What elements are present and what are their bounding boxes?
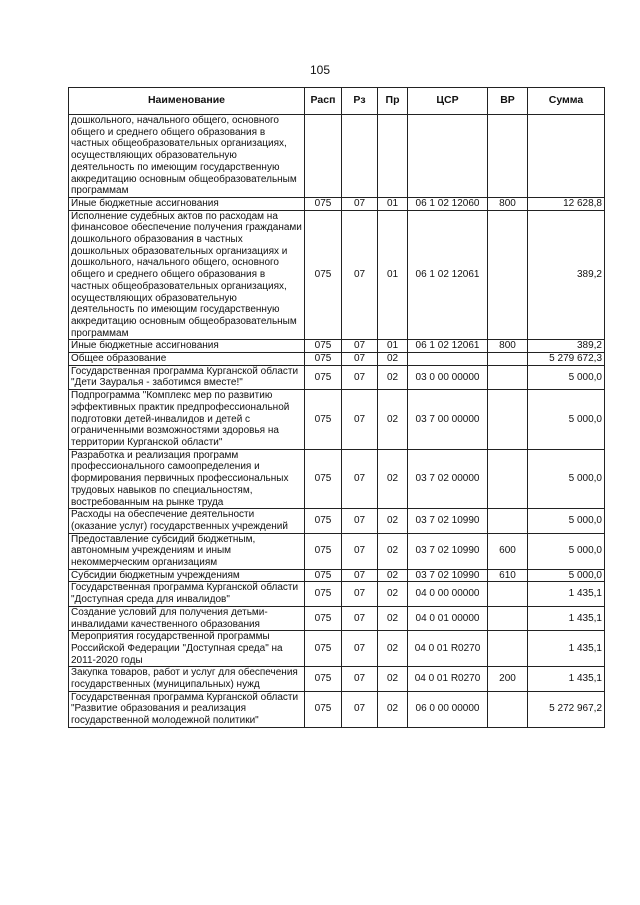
cell-pr: 02 xyxy=(378,691,408,727)
cell-sum: 5 000,0 xyxy=(528,533,605,569)
cell-csr: 04 0 01 R0270 xyxy=(408,631,488,667)
cell-rz: 07 xyxy=(342,582,378,606)
cell-rasp xyxy=(305,115,342,198)
cell-pr: 02 xyxy=(378,509,408,533)
table-row xyxy=(69,631,605,667)
cell-name: Государственная программа Курганской области "Дети Зауралья - заботимся вместе!" xyxy=(69,365,305,389)
cell-sum: 5 000,0 xyxy=(528,509,605,533)
cell-sum: 5 272 967,2 xyxy=(528,691,605,727)
cell-rz: 07 xyxy=(342,691,378,727)
table-row xyxy=(69,353,605,366)
cell-name: Подпрограмма "Комплекс мер по развитию эффективных практик предпрофессиональной подготовки детей-инвалидов и детей с ограниченными возможностями здоровья на территории Курганской области" xyxy=(69,390,305,450)
cell-rasp: 075 xyxy=(305,353,342,366)
cell-sum: 5 000,0 xyxy=(528,569,605,582)
cell-rz: 07 xyxy=(342,509,378,533)
cell-sum: 1 435,1 xyxy=(528,667,605,691)
table-row xyxy=(69,509,605,533)
cell-csr xyxy=(408,115,488,198)
cell-rasp: 075 xyxy=(305,606,342,630)
cell-csr: 06 1 02 12061 xyxy=(408,340,488,353)
cell-pr: 02 xyxy=(378,390,408,450)
cell-rasp: 075 xyxy=(305,667,342,691)
cell-pr: 02 xyxy=(378,569,408,582)
table-row xyxy=(69,340,605,353)
cell-csr xyxy=(408,353,488,366)
cell-pr xyxy=(378,115,408,198)
cell-name: Предоставление субсидий бюджетным, автономным учреждениям и иным некоммерческим организациям xyxy=(69,533,305,569)
cell-vr xyxy=(488,582,528,606)
cell-rasp: 075 xyxy=(305,210,342,340)
cell-name: Расходы на обеспечение деятельности (оказание услуг) государственных учреждений xyxy=(69,509,305,533)
cell-pr: 02 xyxy=(378,449,408,509)
cell-csr: 03 0 00 00000 xyxy=(408,365,488,389)
cell-rz: 07 xyxy=(342,449,378,509)
cell-name: Разработка и реализация программ профессионального самоопределения и формирования первичных профессиональных трудовых навыков по специальностям, востребованным на рынке труда xyxy=(69,449,305,509)
cell-rz: 07 xyxy=(342,210,378,340)
cell-rz: 07 xyxy=(342,606,378,630)
cell-sum: 1 435,1 xyxy=(528,582,605,606)
cell-csr: 03 7 02 00000 xyxy=(408,449,488,509)
cell-pr: 01 xyxy=(378,340,408,353)
cell-vr xyxy=(488,115,528,198)
cell-csr: 06 1 02 12060 xyxy=(408,197,488,210)
cell-sum: 5 279 672,3 xyxy=(528,353,605,366)
table-row xyxy=(69,197,605,210)
cell-name: Мероприятия государственной программы Российской Федерации "Доступная среда" на 2011-2020 годы xyxy=(69,631,305,667)
table-row xyxy=(69,390,605,450)
cell-sum xyxy=(528,115,605,198)
cell-rasp: 075 xyxy=(305,365,342,389)
table-row xyxy=(69,210,605,340)
table-row xyxy=(69,582,605,606)
header-name: Наименование xyxy=(69,88,305,115)
cell-vr xyxy=(488,210,528,340)
cell-name: Иные бюджетные ассигнования xyxy=(69,340,305,353)
cell-rasp: 075 xyxy=(305,449,342,509)
cell-vr xyxy=(488,449,528,509)
header-rasp: Расп xyxy=(305,88,342,115)
cell-csr: 06 0 00 00000 xyxy=(408,691,488,727)
header-vr: ВР xyxy=(488,88,528,115)
cell-vr xyxy=(488,631,528,667)
cell-sum: 5 000,0 xyxy=(528,449,605,509)
cell-rasp: 075 xyxy=(305,509,342,533)
cell-vr xyxy=(488,365,528,389)
cell-name: Государственная программа Курганской области "Доступная среда для инвалидов" xyxy=(69,582,305,606)
table-header-row xyxy=(69,88,605,115)
table-row xyxy=(69,606,605,630)
header-csr: ЦСР xyxy=(408,88,488,115)
cell-name: Иные бюджетные ассигнования xyxy=(69,197,305,210)
table-row xyxy=(69,115,605,198)
cell-vr xyxy=(488,353,528,366)
cell-rz: 07 xyxy=(342,197,378,210)
cell-vr: 610 xyxy=(488,569,528,582)
cell-sum: 5 000,0 xyxy=(528,365,605,389)
cell-csr: 04 0 01 00000 xyxy=(408,606,488,630)
cell-rz: 07 xyxy=(342,667,378,691)
cell-csr: 03 7 02 10990 xyxy=(408,509,488,533)
cell-pr: 02 xyxy=(378,365,408,389)
table-row xyxy=(69,667,605,691)
header-pr: Пр xyxy=(378,88,408,115)
cell-name: Общее образование xyxy=(69,353,305,366)
header-sum: Сумма xyxy=(528,88,605,115)
cell-pr: 02 xyxy=(378,353,408,366)
cell-rasp: 075 xyxy=(305,533,342,569)
budget-table xyxy=(68,87,605,728)
cell-vr: 800 xyxy=(488,340,528,353)
cell-pr: 02 xyxy=(378,582,408,606)
cell-pr: 02 xyxy=(378,667,408,691)
cell-vr xyxy=(488,691,528,727)
cell-name: дошкольного, начального общего, основного общего и среднего общего образования в частных общеобразовательных организациях, осуществляющих образовательную деятельность по имеющим государственную аккредитацию основным общеобразовательным программам xyxy=(69,115,305,198)
cell-rz: 07 xyxy=(342,533,378,569)
table-row xyxy=(69,691,605,727)
cell-vr xyxy=(488,390,528,450)
cell-vr: 600 xyxy=(488,533,528,569)
cell-rz: 07 xyxy=(342,569,378,582)
cell-rasp: 075 xyxy=(305,691,342,727)
cell-pr: 01 xyxy=(378,210,408,340)
cell-vr: 800 xyxy=(488,197,528,210)
cell-pr: 01 xyxy=(378,197,408,210)
page-number: 105 xyxy=(309,63,331,77)
cell-pr: 02 xyxy=(378,533,408,569)
cell-rasp: 075 xyxy=(305,340,342,353)
table-row xyxy=(69,365,605,389)
cell-sum: 1 435,1 xyxy=(528,631,605,667)
cell-csr: 04 0 00 00000 xyxy=(408,582,488,606)
cell-name: Создание условий для получения детьми-инвалидами качественного образования xyxy=(69,606,305,630)
cell-csr: 03 7 02 10990 xyxy=(408,533,488,569)
cell-csr: 03 7 00 00000 xyxy=(408,390,488,450)
cell-rasp: 075 xyxy=(305,582,342,606)
cell-rasp: 075 xyxy=(305,569,342,582)
table-row xyxy=(69,449,605,509)
cell-rasp: 075 xyxy=(305,631,342,667)
cell-name: Исполнение судебных актов по расходам на финансовое обеспечение получения гражданами дошкольного образования в частных дошкольных образовательных организациях и дошкольного, начального общего, основного общего и среднего общего образования в частных общеобразовательных организациях, осуществляющих образовательную деятельность по имеющим государственную аккредитацию основным общеобразовательным программам xyxy=(69,210,305,340)
cell-rz: 07 xyxy=(342,353,378,366)
cell-rz xyxy=(342,115,378,198)
cell-sum: 5 000,0 xyxy=(528,390,605,450)
cell-rz: 07 xyxy=(342,390,378,450)
cell-rasp: 075 xyxy=(305,197,342,210)
cell-sum: 12 628,8 xyxy=(528,197,605,210)
cell-sum: 389,2 xyxy=(528,340,605,353)
cell-pr: 02 xyxy=(378,606,408,630)
cell-rz: 07 xyxy=(342,340,378,353)
cell-vr xyxy=(488,606,528,630)
cell-csr: 04 0 01 R0270 xyxy=(408,667,488,691)
cell-vr: 200 xyxy=(488,667,528,691)
cell-name: Государственная программа Курганской области "Развитие образования и реализация государственной молодежной политики" xyxy=(69,691,305,727)
cell-sum: 1 435,1 xyxy=(528,606,605,630)
cell-sum: 389,2 xyxy=(528,210,605,340)
table-row xyxy=(69,533,605,569)
cell-rz: 07 xyxy=(342,631,378,667)
cell-name: Закупка товаров, работ и услуг для обеспечения государственных (муниципальных) нужд xyxy=(69,667,305,691)
cell-vr xyxy=(488,509,528,533)
header-rz: Рз xyxy=(342,88,378,115)
cell-rz: 07 xyxy=(342,365,378,389)
table-row xyxy=(69,569,605,582)
cell-name: Субсидии бюджетным учреждениям xyxy=(69,569,305,582)
cell-csr: 03 7 02 10990 xyxy=(408,569,488,582)
cell-csr: 06 1 02 12061 xyxy=(408,210,488,340)
cell-pr: 02 xyxy=(378,631,408,667)
cell-rasp: 075 xyxy=(305,390,342,450)
